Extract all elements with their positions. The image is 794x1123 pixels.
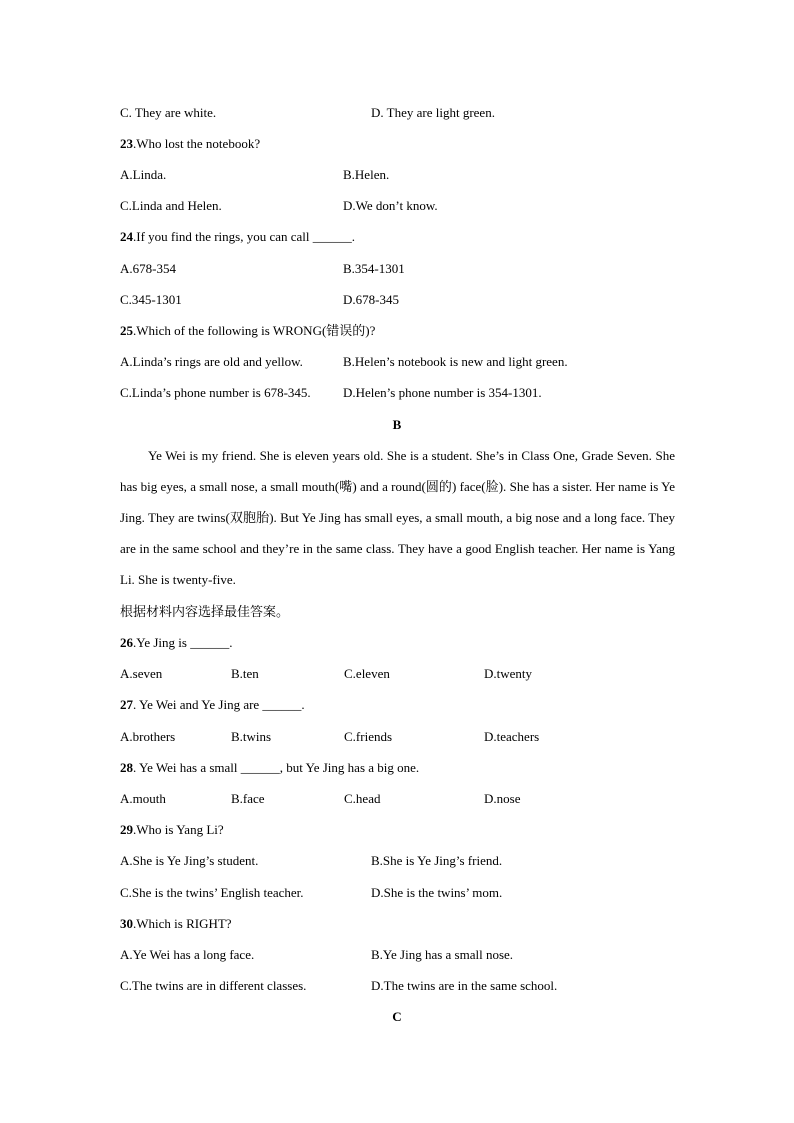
- q29-option-d: D.She is the twins’ mom.: [371, 885, 503, 900]
- q28-option-b: B.face: [231, 791, 265, 806]
- q29-option-b: B.She is Ye Jing’s friend.: [371, 853, 503, 868]
- q23-question: [120, 135, 260, 153]
- q30-number: 30: [120, 916, 133, 931]
- q25-question: [120, 322, 375, 340]
- q23-option-b: B.Helen.: [343, 167, 390, 182]
- q30-question: [120, 915, 232, 933]
- instruction-text: 根据材料内容选择最佳答案。: [120, 604, 290, 619]
- q28-text: . Ye Wei has a small ______, but Ye Jing has a big one.: [133, 760, 420, 775]
- q26-option-d: D.twenty: [484, 666, 533, 681]
- q22-option-d: D. They are light green.: [371, 105, 495, 120]
- q26-question: [120, 634, 232, 652]
- reading-passage: Ye Wei is my friend. She is eleven years old. She is a student. She’s in Class One, Grade Seven. She has big eyes, a small nose, a small mouth(嘴) and a round(圆的) face(脸). She has a sister. Her name is Ye Jing. They are twins(双胞胎). But Ye Jing has small eyes, a small mouth, a big nose and a long face. They are in the same school and they’re in the same class. They have a good English teacher. Her name is Yang Li. She is twenty-five.: [120, 448, 675, 587]
- q25-option-c: C.Linda’s phone number is 678-345.: [120, 385, 311, 400]
- q22-option-c: C. They are white.: [120, 105, 217, 120]
- q23-option-c: C.Linda and Helen.: [120, 198, 222, 213]
- q23-option-d: D.We don’t know.: [343, 198, 438, 213]
- q30-option-a: A.Ye Wei has a long face.: [120, 947, 255, 962]
- q23-text: .Who lost the notebook?: [133, 136, 261, 151]
- q27-option-c: C.friends: [344, 729, 393, 744]
- q25-option-d: D.Helen’s phone number is 354-1301.: [343, 385, 542, 400]
- q25-option-a: A.Linda’s rings are old and yellow.: [120, 354, 303, 369]
- q29-option-a: A.She is Ye Jing’s student.: [120, 853, 259, 868]
- q29-option-c: C.She is the twins’ English teacher.: [120, 885, 304, 900]
- q28-question: [120, 759, 419, 777]
- q25-number: 25: [120, 323, 133, 338]
- q26-option-a: A.seven: [120, 666, 163, 681]
- q26-number: 26: [120, 635, 133, 650]
- q26-option-c: C.eleven: [344, 666, 390, 681]
- q29-text: .Who is Yang Li?: [133, 822, 224, 837]
- q24-option-a: A.678-354: [120, 261, 176, 276]
- q27-option-d: D.teachers: [484, 729, 540, 744]
- q28-option-a: A.mouth: [120, 791, 166, 806]
- q28-option-d: D.nose: [484, 791, 521, 806]
- q29-question: [120, 821, 224, 839]
- q24-question: [120, 228, 355, 246]
- q24-option-c: C.345-1301: [120, 292, 182, 307]
- q25-text: .Which of the following is WRONG(错误的)?: [133, 323, 376, 338]
- q25-option-b: B.Helen’s notebook is new and light green.: [343, 354, 568, 369]
- q27-question: [120, 696, 305, 714]
- q30-text: .Which is RIGHT?: [133, 916, 232, 931]
- q27-option-a: A.brothers: [120, 729, 176, 744]
- q27-number: 27: [120, 697, 133, 712]
- q26-option-b: B.ten: [231, 666, 259, 681]
- q30-option-d: D.The twins are in the same school.: [371, 978, 558, 993]
- q28-number: 28: [120, 760, 133, 775]
- q26-text: .Ye Jing is ______.: [133, 635, 233, 650]
- q24-option-d: D.678-345: [343, 292, 399, 307]
- q30-option-c: C.The twins are in different classes.: [120, 978, 307, 993]
- section-b-heading: B: [392, 417, 402, 432]
- q24-text: .If you find the rings, you can call ______.: [133, 229, 356, 244]
- q28-option-c: C.head: [344, 791, 381, 806]
- q24-option-b: B.354-1301: [343, 261, 405, 276]
- section-c-heading: C: [392, 1009, 402, 1024]
- q24-number: 24: [120, 229, 133, 244]
- q29-number: 29: [120, 822, 133, 837]
- q23-option-a: A.Linda.: [120, 167, 167, 182]
- q27-text: . Ye Wei and Ye Jing are ______.: [133, 697, 305, 712]
- q23-number: 23: [120, 136, 133, 151]
- q27-option-b: B.twins: [231, 729, 272, 744]
- q30-option-b: B.Ye Jing has a small nose.: [371, 947, 514, 962]
